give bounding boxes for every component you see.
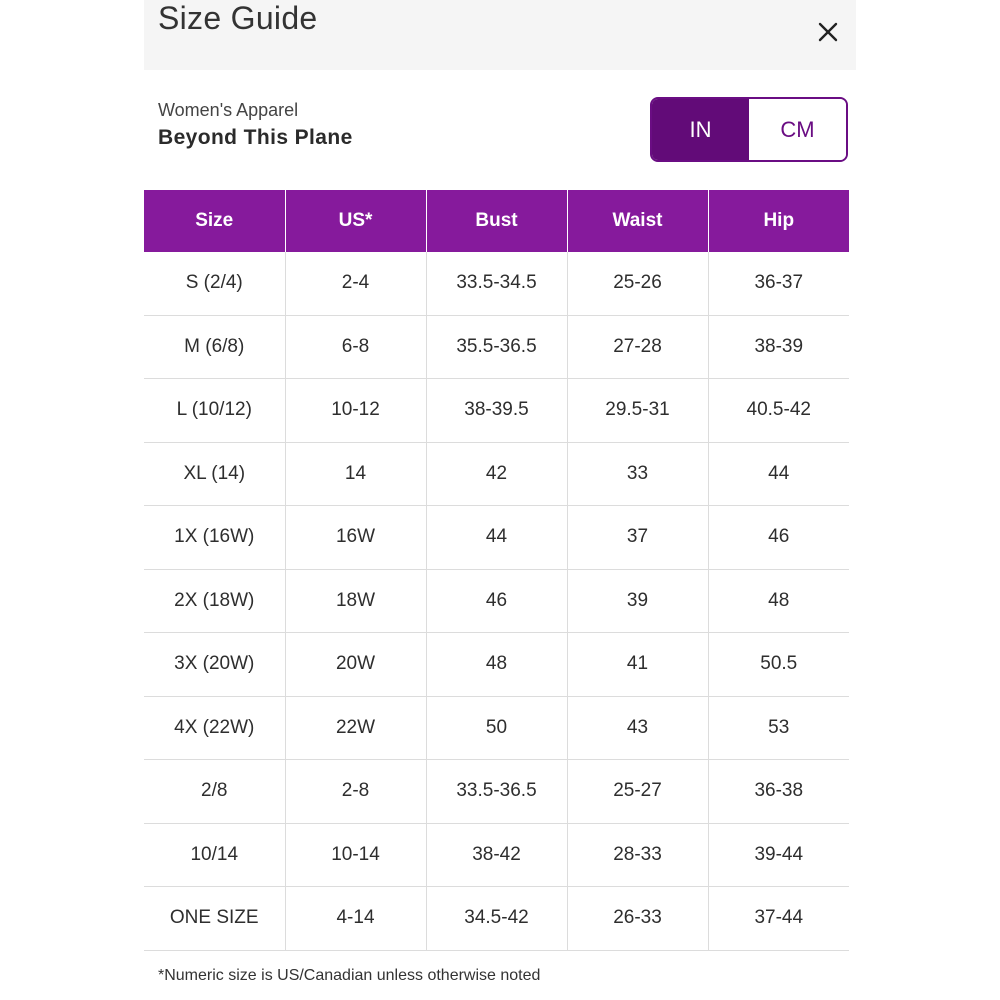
table-cell: 37: [567, 506, 708, 570]
table-cell: 20W: [285, 633, 426, 697]
table-cell: 39: [567, 569, 708, 633]
table-cell: 38-39.5: [426, 379, 567, 443]
table-cell: 44: [426, 506, 567, 570]
table-cell: 22W: [285, 696, 426, 760]
column-header: Waist: [567, 190, 708, 252]
close-icon[interactable]: [810, 14, 846, 50]
table-cell: 36-37: [708, 252, 849, 315]
table-cell: 4X (22W): [144, 696, 285, 760]
page-title: Size Guide: [158, 0, 318, 36]
unit-option-in[interactable]: IN: [652, 99, 749, 160]
table-cell: 34.5-42: [426, 887, 567, 951]
table-cell: 16W: [285, 506, 426, 570]
size-guide-modal: [144, 0, 856, 1000]
table-cell: S (2/4): [144, 252, 285, 315]
table-row: [144, 633, 849, 697]
table-cell: 44: [708, 442, 849, 506]
column-header: Bust: [426, 190, 567, 252]
table-cell: 2-8: [285, 760, 426, 824]
table-row: [144, 379, 849, 443]
table-cell: 33: [567, 442, 708, 506]
footnote: *Numeric size is US/Canadian unless otherwise noted: [158, 967, 541, 984]
table-cell: 25-27: [567, 760, 708, 824]
table-cell: 41: [567, 633, 708, 697]
close-button[interactable]: [810, 14, 846, 50]
table-cell: 1X (16W): [144, 506, 285, 570]
table-row: [144, 442, 849, 506]
table-cell: XL (14): [144, 442, 285, 506]
table-row: [144, 569, 849, 633]
table-cell: 50.5: [708, 633, 849, 697]
table-cell: 27-28: [567, 315, 708, 379]
table-cell: 2X (18W): [144, 569, 285, 633]
table-cell: ONE SIZE: [144, 887, 285, 951]
table-cell: 48: [426, 633, 567, 697]
table-cell: 2-4: [285, 252, 426, 315]
table-cell: 2/8: [144, 760, 285, 824]
table-row: [144, 887, 849, 951]
modal-header: [144, 0, 856, 70]
table-cell: 36-38: [708, 760, 849, 824]
table-cell: 29.5-31: [567, 379, 708, 443]
table-cell: 25-26: [567, 252, 708, 315]
table-cell: 33.5-36.5: [426, 760, 567, 824]
table-cell: 50: [426, 696, 567, 760]
table-cell: 37-44: [708, 887, 849, 951]
size-chart-table: [144, 190, 849, 951]
table-cell: 48: [708, 569, 849, 633]
table-row: [144, 506, 849, 570]
table-row: [144, 823, 849, 887]
table-cell: 18W: [285, 569, 426, 633]
table-cell: 26-33: [567, 887, 708, 951]
table-cell: 3X (20W): [144, 633, 285, 697]
table-cell: 35.5-36.5: [426, 315, 567, 379]
table-body: [144, 252, 849, 950]
table-cell: 43: [567, 696, 708, 760]
unit-option-cm[interactable]: CM: [749, 99, 846, 160]
table-cell: 38-42: [426, 823, 567, 887]
table-header-row: [144, 190, 849, 252]
table-cell: 14: [285, 442, 426, 506]
table-cell: 46: [708, 506, 849, 570]
unit-toggle: [650, 97, 848, 162]
table-cell: L (10/12): [144, 379, 285, 443]
table-cell: 46: [426, 569, 567, 633]
table-cell: 38-39: [708, 315, 849, 379]
table-cell: M (6/8): [144, 315, 285, 379]
brand-name: Beyond This Plane: [158, 126, 353, 149]
table-cell: 39-44: [708, 823, 849, 887]
table-cell: 4-14: [285, 887, 426, 951]
table-cell: 28-33: [567, 823, 708, 887]
table-cell: 10-14: [285, 823, 426, 887]
table-cell: 40.5-42: [708, 379, 849, 443]
table-cell: 53: [708, 696, 849, 760]
column-header: Hip: [708, 190, 849, 252]
table-cell: 42: [426, 442, 567, 506]
column-header: Size: [144, 190, 285, 252]
table-row: [144, 760, 849, 824]
category-label: Women's Apparel: [158, 100, 299, 120]
table-cell: 10-12: [285, 379, 426, 443]
table-cell: 6-8: [285, 315, 426, 379]
table-cell: 33.5-34.5: [426, 252, 567, 315]
table-row: [144, 252, 849, 315]
column-header: US*: [285, 190, 426, 252]
table-row: [144, 315, 849, 379]
table-cell: 10/14: [144, 823, 285, 887]
table-row: [144, 696, 849, 760]
